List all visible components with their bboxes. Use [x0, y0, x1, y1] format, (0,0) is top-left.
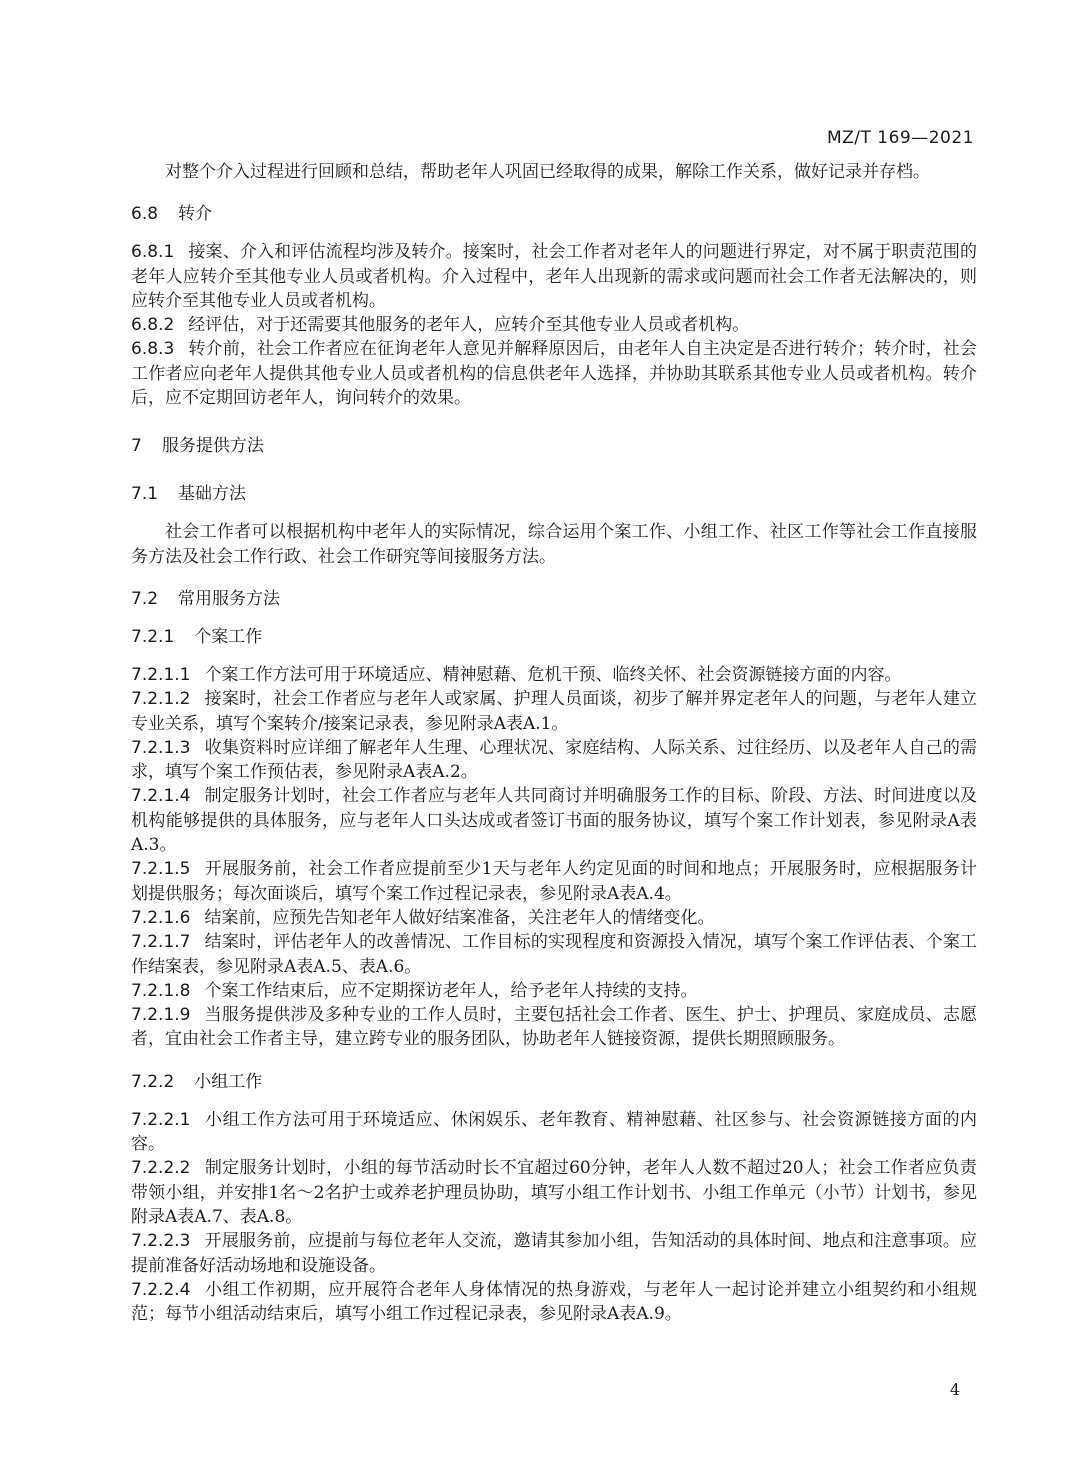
- clause-6-8-3: 6.8.3 转介前，社会工作者应在征询老年人意见并解释原因后，由老年人自主决定是否进行转介；转介时，社会工作者应向老年人提供其他专业人员或者机构的信息供老年人选择，并协助其联系其他专业人员或者机构。转介后，应不定期回访老年人，询问转介的效果。: [131, 339, 977, 409]
- heading-7-1: 7.1 基础方法: [131, 484, 247, 505]
- clause-7-2-1-9: 7.2.1.9 当服务提供涉及多种专业的工作人员时，主要包括社会工作者、医生、护士、护理员、家庭成员、志愿者，宜由社会工作者主导，建立跨专业的服务团队，协助老年人链接资源，提供长期照顾服务。: [131, 1005, 977, 1050]
- standard-code: MZ/T 169—2021: [826, 128, 974, 148]
- clause-6-8-1: 6.8.1 接案、介入和评估流程均涉及转介。接案时，社会工作者对老年人的问题进行界定，对不属于职责范围的老年人应转介至其他专业人员或者机构。介入过程中，老年人出现新的需求或问题而社会工作者无法解决的，则应转介至其他专业人员或者机构。: [131, 242, 977, 311]
- clause-7-2-1-4: 7.2.1.4 制定服务计划时，社会工作者应与老年人共同商讨并明确服务工作的目标、阶段、方法、时间进度以及机构能够提供的具体服务，应与老年人口头达成或者签订书面的服务协议，填写个案工作计划表，参见附录A表A.3。: [131, 786, 977, 856]
- heading-7: 7 服务提供方法: [131, 436, 264, 457]
- clause-6-8-2: 6.8.2 经评估，对于还需要其他服务的老年人，应转介至其他专业人员或者机构。: [131, 315, 750, 336]
- intro-paragraph: 对整个介入过程进行回顾和总结，帮助老年人巩固已经取得的成果，解除工作关系，做好记录并存档。: [165, 162, 930, 182]
- clause-7-2-2-3: 7.2.2.3 开展服务前，应提前与每位老年人交流，邀请其参加小组，告知活动的具体时间、地点和注意事项。应提前准备好活动场地和设施设备。: [131, 1231, 977, 1276]
- heading-7-2-1: 7.2.1 个案工作: [131, 626, 263, 647]
- clause-7-2-2-4: 7.2.2.4 小组工作初期，应开展符合老年人身体情况的热身游戏，与老年人一起讨论并建立小组契约和小组规范；每节小组活动结束后，填写小组工作过程记录表，参见附录A表A.9。: [131, 1279, 977, 1325]
- clause-7-2-2-1: 7.2.2.1 小组工作方法可用于环境适应、休闲娱乐、老年教育、精神慰藉、社区参与、社会资源链接方面的内容。: [131, 1109, 977, 1155]
- clause-7-2-1-8: 7.2.1.8 个案工作结束后，应不定期探访老年人，给予老年人持续的支持。: [131, 980, 698, 1001]
- heading-7-2-2: 7.2.2 小组工作: [131, 1071, 263, 1092]
- heading-6-8: 6.8 转介: [131, 204, 213, 225]
- clause-7-2-1-1: 7.2.1.1 个案工作方法可用于环境适应、精神慰藉、危机干预、临终关怀、社会资源链接方面的内容。: [131, 664, 902, 685]
- clause-7-2-1-3: 7.2.1.3 收集资料时应详细了解老年人生理、心理状况、家庭结构、人际关系、过往经历、以及老年人自己的需求，填写个案工作预估表，参见附录A表A.2。: [131, 737, 977, 783]
- clause-7-2-1-2: 7.2.1.2 接案时，社会工作者应与老年人或家属、护理人员面谈，初步了解并界定老年人的问题，与老年人建立专业关系，填写个案转介/接案记录表，参见附录A表A.1。: [131, 689, 977, 734]
- clause-7-2-1-7: 7.2.1.7 结案时，评估老年人的改善情况、工作目标的实现程度和资源投入情况，填写个案工作评估表、个案工作结案表，参见附录A表A.5、表A.6。: [131, 932, 977, 977]
- clause-7-2-1-5: 7.2.1.5 开展服务前，社会工作者应提前至少1天与老年人约定见面的时间和地点；开展服务时，应根据服务计划提供服务；每次面谈后，填写个案工作过程记录表，参见附录A表A.4。: [131, 859, 977, 904]
- clause-7-2-2-2: 7.2.2.2 制定服务计划时，小组的每节活动时长不宜超过60分钟，老年人人数不超过20人；社会工作者应负责带领小组，并安排1名～2名护士或养老护理员协助，填写小组工作计划书、小组工作单元（小节）计划书，参见附录A表A.7、表A.8。: [131, 1158, 977, 1227]
- clause-7-1-text: 社会工作者可以根据机构中老年人的实际情况，综合运用个案工作、小组工作、社区工作等社会工作直接服务方法及社会工作行政、社会工作研究等间接服务方法。: [131, 522, 977, 567]
- page-content: [131, 160, 977, 1326]
- heading-7-2: 7.2 常用服务方法: [131, 588, 281, 609]
- clause-7-2-1-6: 7.2.1.6 结案前，应预先告知老年人做好结案准备，关注老年人的情绪变化。: [131, 907, 715, 928]
- page-number: 4: [949, 1380, 960, 1399]
